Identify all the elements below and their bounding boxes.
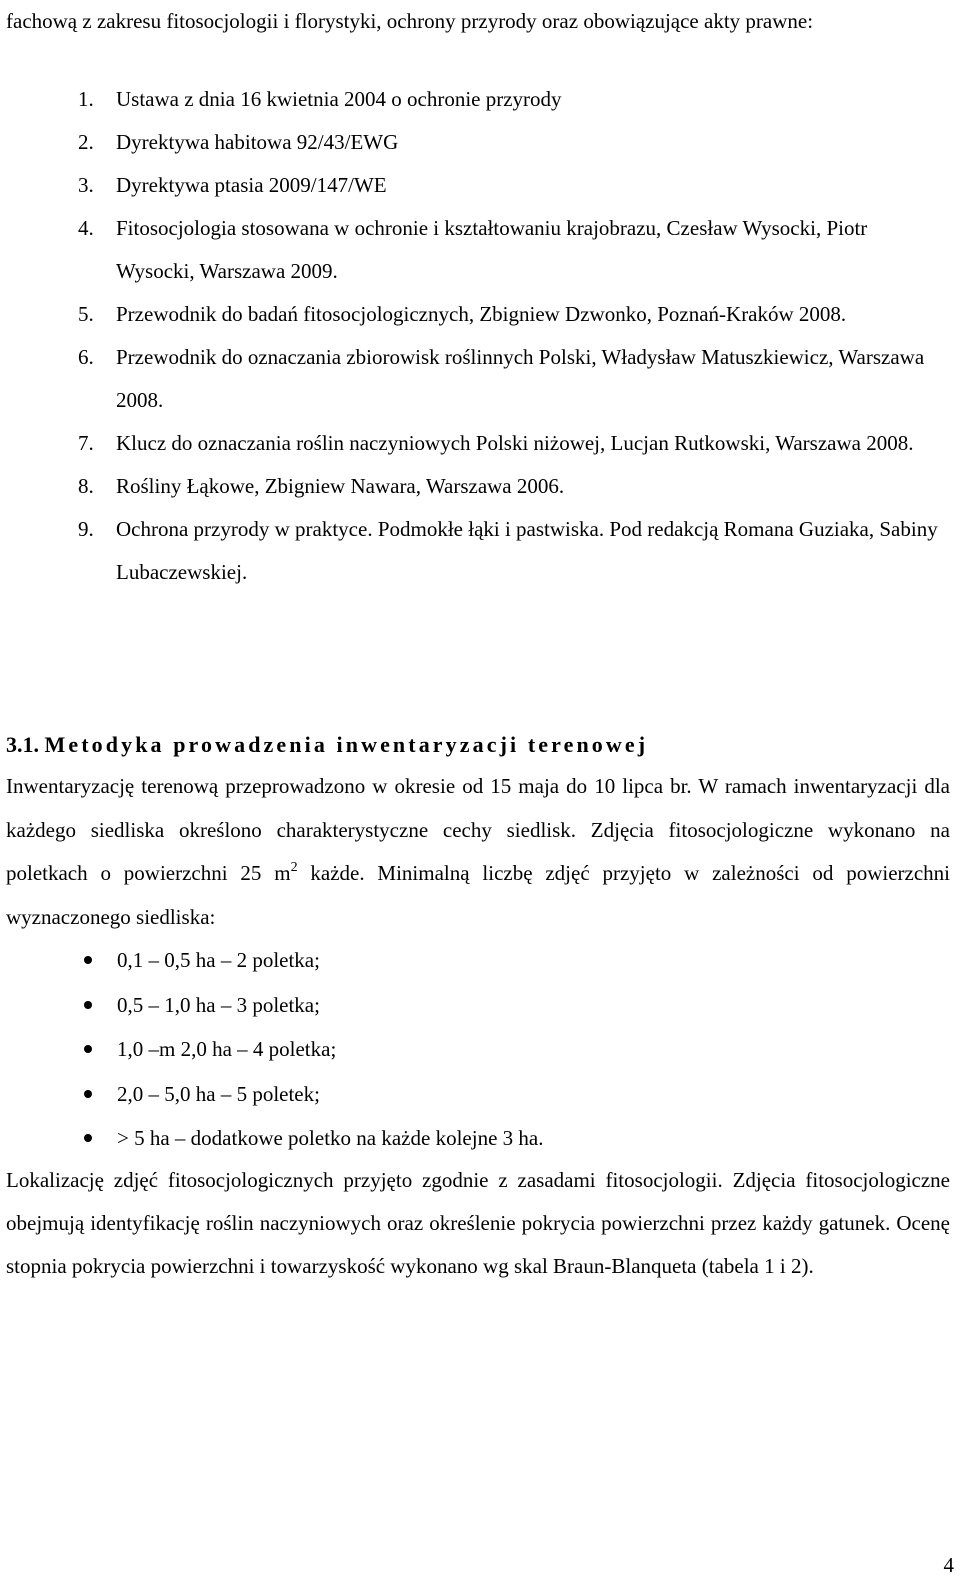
list-item — [78, 78, 950, 121]
page-number: 4 — [943, 1553, 954, 1577]
list-item-number: 9. — [78, 517, 94, 541]
list-item — [78, 207, 950, 293]
bullet-dot-icon — [84, 1001, 92, 1009]
list-item-text: Fitosocjologia stosowana w ochronie i kształtowaniu krajobrazu, Czesław Wysocki, Piotr Wysocki, Warszawa 2009. — [116, 216, 868, 283]
bullet-item — [84, 1027, 543, 1072]
list-item-number: 8. — [78, 474, 94, 498]
list-item-number: 2. — [78, 130, 94, 154]
list-item — [78, 121, 950, 164]
list-item — [78, 164, 950, 207]
list-item-number: 6. — [78, 345, 94, 369]
method-paragraph — [6, 765, 950, 939]
bullet-dot-icon — [84, 1045, 92, 1053]
list-item-text: Dyrektywa ptasia 2009/147/WE — [116, 173, 387, 197]
list-item-text: Rośliny Łąkowe, Zbigniew Nawara, Warszawa 2006. — [116, 474, 565, 498]
bullet-dot-icon — [84, 956, 92, 964]
list-item-number: 3. — [78, 173, 94, 197]
list-item-number: 4. — [78, 216, 94, 240]
bullet-item — [84, 983, 543, 1028]
list-item — [78, 422, 950, 465]
bullet-item — [84, 938, 543, 983]
bullet-text: 0,5 – 1,0 ha – 3 poletka; — [117, 992, 320, 1017]
list-item-text: Przewodnik do oznaczania zbiorowisk roślinnych Polski, Władysław Matuszkiewicz, Warszawa 2008. — [116, 345, 925, 412]
list-item-text: Ustawa z dnia 16 kwietnia 2004 o ochronie przyrody — [116, 87, 562, 111]
list-item — [78, 293, 950, 336]
closing-paragraph: Lokalizację zdjęć fitosocjologicznych przyjęto zgodnie z zasadami fitosocjologii. Zdjęcia fitosocjologiczne obejmują identyfikację roślin naczyniowych oraz określenie pokrycia powierzchni przez każdy gatunek. Ocenę stopnia pokrycia powierzchni i towarzyskość wykonano wg skal Braun-Blanqueta (tabela 1 i 2). — [6, 1168, 950, 1278]
bullet-text: 1,0 –m 2,0 ha – 4 poletka; — [117, 1037, 337, 1061]
list-item — [78, 336, 950, 422]
bullet-dot-icon — [84, 1134, 92, 1142]
list-item-number: 1. — [78, 87, 94, 111]
bullet-item — [84, 1116, 543, 1161]
list-item-number: 5. — [78, 302, 94, 326]
section-heading — [6, 732, 648, 758]
bibliography-list — [78, 78, 950, 594]
section-title: Metodyka prowadzenia inwentaryzacji terenowej — [44, 732, 649, 757]
area-unit-superscript: 2 — [290, 860, 298, 875]
list-item-text: Klucz do oznaczania roślin naczyniowych Polski niżowej, Lucjan Rutkowski, Warszawa 2008. — [116, 431, 914, 455]
bullet-text: 2,0 – 5,0 ha – 5 poletek; — [117, 1081, 320, 1106]
list-item-text: Przewodnik do badań fitosocjologicznych, Zbigniew Dzwonko, Poznań-Kraków 2008. — [116, 302, 847, 326]
intro-paragraph: fachową z zakresu fitosocjologii i florystyki, ochrony przyrody oraz obowiązujące akty prawne: — [6, 9, 814, 33]
bullet-item — [84, 1072, 543, 1117]
list-item — [78, 465, 950, 508]
bullet-text: 0,1 – 0,5 ha – 2 poletka; — [117, 948, 320, 972]
list-item-text: Ochrona przyrody w praktyce. Podmokłe łąki i pastwiska. Pod redakcją Romana Guziaka, Sabiny Lubaczewskiej. — [116, 517, 938, 584]
list-item-number: 7. — [78, 431, 94, 455]
list-item — [78, 508, 950, 594]
bullet-text: > 5 ha – dodatkowe poletko na każde kolejne 3 ha. — [117, 1126, 544, 1150]
list-item-text: Dyrektywa habitowa 92/43/EWG — [116, 130, 399, 154]
plot-count-list — [84, 938, 543, 1161]
bullet-dot-icon — [84, 1090, 92, 1098]
method-text-part2: każde. Minimalną liczbę zdjęć przyjęto w zależności od powierzchni wyznaczonego siedliska: — [6, 861, 950, 929]
method-text-part1: Inwentaryzację terenową przeprowadzono w okresie od 15 maja do 10 lipca br. W ramach inwentaryzacji dla każdego siedliska określono charakterystyczne cechy siedlisk. Zdjęcia fitosocjologiczne wykonano na poletkach o powierzchni 25 m — [6, 774, 950, 885]
section-number: 3.1. — [6, 732, 39, 757]
